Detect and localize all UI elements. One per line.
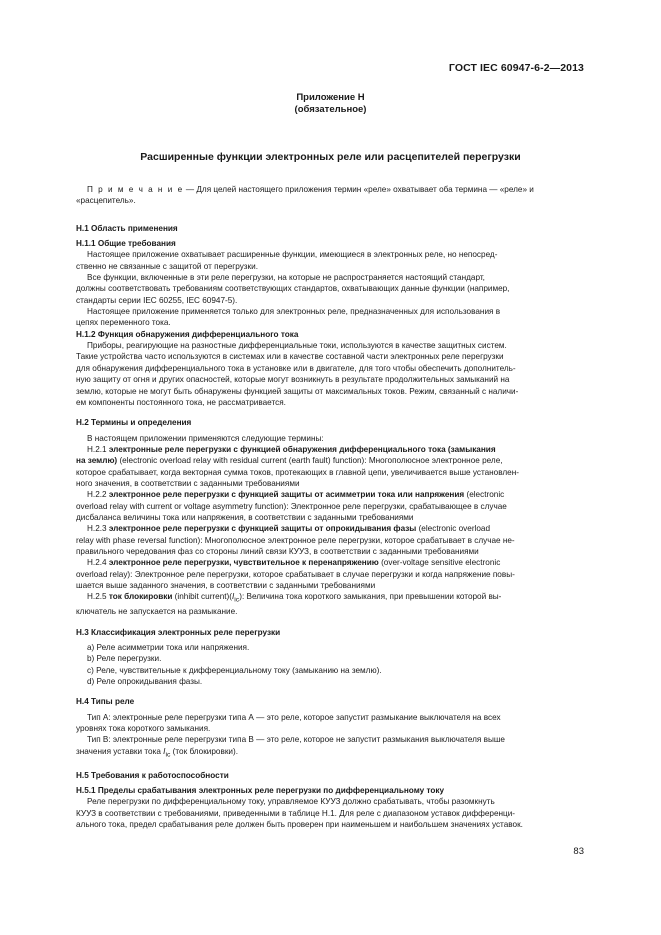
note-line-2: «расцепитель».	[76, 196, 136, 206]
definition-h2-5	[76, 591, 584, 606]
definition-term: электронное реле перегрузки, чувствительное к перенапряжению	[108, 558, 379, 568]
definition-number: Н.2.5	[87, 592, 109, 602]
paragraph	[76, 746, 584, 761]
note-text: — Для целей настоящего приложения термин «реле» охватывает оба термина — «реле» и	[183, 185, 534, 194]
paragraph: уровнях тока короткого замыкания.	[76, 724, 211, 734]
paragraph: Приборы, реагирующие на разностные дифференциальные токи, используются в качестве защитных систем.	[87, 341, 507, 351]
definition-line	[76, 455, 584, 466]
definition-number: Н.2.4	[87, 558, 109, 568]
definition-term: электронное реле перегрузки с функцией защиты от опрокидывания фазы	[108, 524, 417, 534]
definition-number: Н.2.2	[87, 490, 109, 500]
definition-line: relay with phase reversal function): Многополюсное электронное реле перегрузки, которое срабатывает в случае не-	[76, 535, 515, 545]
definition-line: которое срабатывает, когда векторная сумма токов, протекающих в главной цепи, увеличивается выше установлен-	[76, 467, 519, 477]
paragraph: землю, которые не могут быть обнаружены функцией защиты от максимальных токов. Режим, связанный с наличи-	[76, 386, 519, 396]
paragraph: цепях переменного тока.	[76, 318, 171, 328]
list-item: b) Реле перегрузки.	[87, 654, 162, 664]
definition-line: правильного чередования фаз со стороны линий связи КУУЗ, в соответствии с заданными требованиями	[76, 546, 479, 556]
paragraph: ального тока, предел срабатывания реле должен быть проверен при наименьшем и наибольшем значениях уставок.	[76, 820, 523, 830]
definition-text: ): Величина тока короткого замыкания, при превышении которой вы-	[239, 592, 502, 602]
paragraph: должны соответствовать требованиям соответствующих стандартов, охватывающих данные функции (например,	[76, 284, 510, 294]
paragraph: Настоящее приложение применяется только для электронных реле, предназначенных для использования в	[87, 307, 501, 317]
definition-line: ного значения, в соответствии с заданными требованиями	[76, 478, 300, 488]
definition-term: электронное реле перегрузки с функцией защиты от асимметрии тока или напряжения	[108, 490, 465, 500]
classification-list	[76, 642, 584, 687]
paragraph: Такие устройства часто используются в системах или в качестве составной части электронных реле перегрузки	[76, 352, 504, 362]
paragraph: КУУЗ в соответствии с требованиями, приведенными в таблице Н.1. Для реле с диапазоном уставок дифференци-	[76, 808, 516, 818]
section-heading-h1-2: Н.1.2 Функция обнаружения дифференциального тока	[76, 329, 299, 339]
definition-text: (electronic	[464, 490, 505, 500]
definition-number: Н.2.3	[87, 524, 109, 534]
definition-text: (electronic overload relay with residual current (earth fault) function): Многополюсное электронное реле,	[117, 456, 503, 466]
definition-line: шается выше заданного значения, в соответствии с заданными требованиями	[76, 581, 376, 590]
definition-h2-2	[76, 489, 584, 500]
paragraph: В настоящем приложении применяются следующие термины:	[87, 433, 324, 443]
symbol: I	[163, 746, 166, 756]
section-heading-h4: Н.4 Типы реле	[76, 697, 135, 707]
page-number: 83	[573, 846, 584, 857]
definition-line: ключатель не запускается на размыкание.	[76, 607, 238, 617]
paragraph: Тип А: электронные реле перегрузки типа А — это реле, которое запустит размыкание выключателя на всех	[87, 712, 501, 722]
section-heading-h5: Н.5 Требования к работоспособности	[76, 770, 229, 780]
list-item: a) Реле асимметрии тока или напряжения.	[87, 643, 250, 653]
paragraph: ственно не связанные с защитой от перегрузки.	[76, 261, 258, 271]
section-heading-h3: Н.3 Классификация электронных реле перегрузки	[76, 627, 281, 637]
definition-number: Н.2.1	[87, 444, 109, 454]
symbol: I	[232, 592, 235, 602]
section-heading-h1: Н.1 Область применения	[76, 223, 178, 233]
list-item: d) Реле опрокидывания фазы.	[87, 677, 203, 687]
definition-line: overload relay with current or voltage asymmetry function): Электронное реле перегрузки, срабатывающее в случае	[76, 501, 507, 511]
definition-text: (electronic overload	[416, 524, 491, 534]
paragraph: Настоящее приложение охватывает расширенные функции, имеющиеся в электронных реле, но непосред-	[87, 250, 498, 260]
definition-h2-4	[76, 557, 584, 568]
section-heading-h1-1: Н.1.1 Общие требования	[76, 239, 176, 249]
list-item: c) Реле, чувствительные к дифференциальному току (замыканию на землю).	[87, 665, 382, 675]
document-title: Расширенные функции электронных реле или расцепителей перегрузки	[140, 151, 521, 163]
definition-line: overload relay): Электронное реле перегрузки, которое срабатывает в случае перегрузки и когда напряжение повы-	[76, 569, 515, 579]
symbol-subscript: ic	[165, 751, 171, 759]
standard-header: ГОСТ IEC 60947-6-2—2013	[448, 62, 584, 74]
paragraph: для обнаружения дифференциального тока в установке или в двигателе, для того чтобы обеспечить дополнитель-	[76, 363, 516, 373]
paragraph: Тип В: электронные реле перегрузки типа В — это реле, которое не запустит размыкания выключателя выше	[87, 735, 505, 745]
appendix-status: (обязательное)	[294, 104, 367, 115]
paragraph: Все функции, включенные в эти реле перегрузки, на которые не распространяется настоящий стандарт,	[87, 273, 485, 283]
definition-line: дисбаланса величины тока или напряжения, в соответствии с заданными требованиями	[76, 512, 414, 522]
paragraph-text: значения уставки тока	[76, 746, 164, 756]
note-label: П р и м е ч а н и е	[87, 185, 184, 194]
definition-text: (inhibit current)(	[172, 592, 232, 602]
document-body	[76, 184, 584, 830]
symbol-subscript: ic	[234, 596, 240, 604]
appendix-title: Приложение Н	[296, 92, 365, 103]
paragraph-text: (ток блокировки).	[170, 746, 238, 756]
definition-text: (over-voltage sensitive electronic	[378, 558, 501, 568]
section-heading-h2: Н.2 Термины и определения	[76, 418, 192, 428]
paragraph: Реле перегрузки по дифференциальному току, управляемое КУУЗ должно срабатывать, чтобы разомкнуть	[87, 797, 495, 807]
definition-term: электронные реле перегрузки с функцией обнаружения дифференциального тока (замыкания	[108, 444, 496, 454]
paragraph: стандарты серии IEC 60255, IEC 60947-5).	[76, 295, 238, 305]
definition-h2-3	[76, 523, 584, 534]
definition-term: ток блокировки	[108, 592, 173, 602]
definition-h2-1	[76, 444, 584, 455]
definition-term: на землю)	[76, 456, 118, 466]
section-heading-h5-1: Н.5.1 Пределы срабатывания электронных реле перегрузки по дифференциальному току	[76, 786, 445, 796]
paragraph: ем компоненты постоянного тока, не рассматривается.	[76, 397, 286, 407]
paragraph: ную защиту от огня и других опасностей, которые могут возникнуть в результате продолжительных замыканий на	[76, 375, 510, 385]
note-line	[76, 184, 584, 195]
